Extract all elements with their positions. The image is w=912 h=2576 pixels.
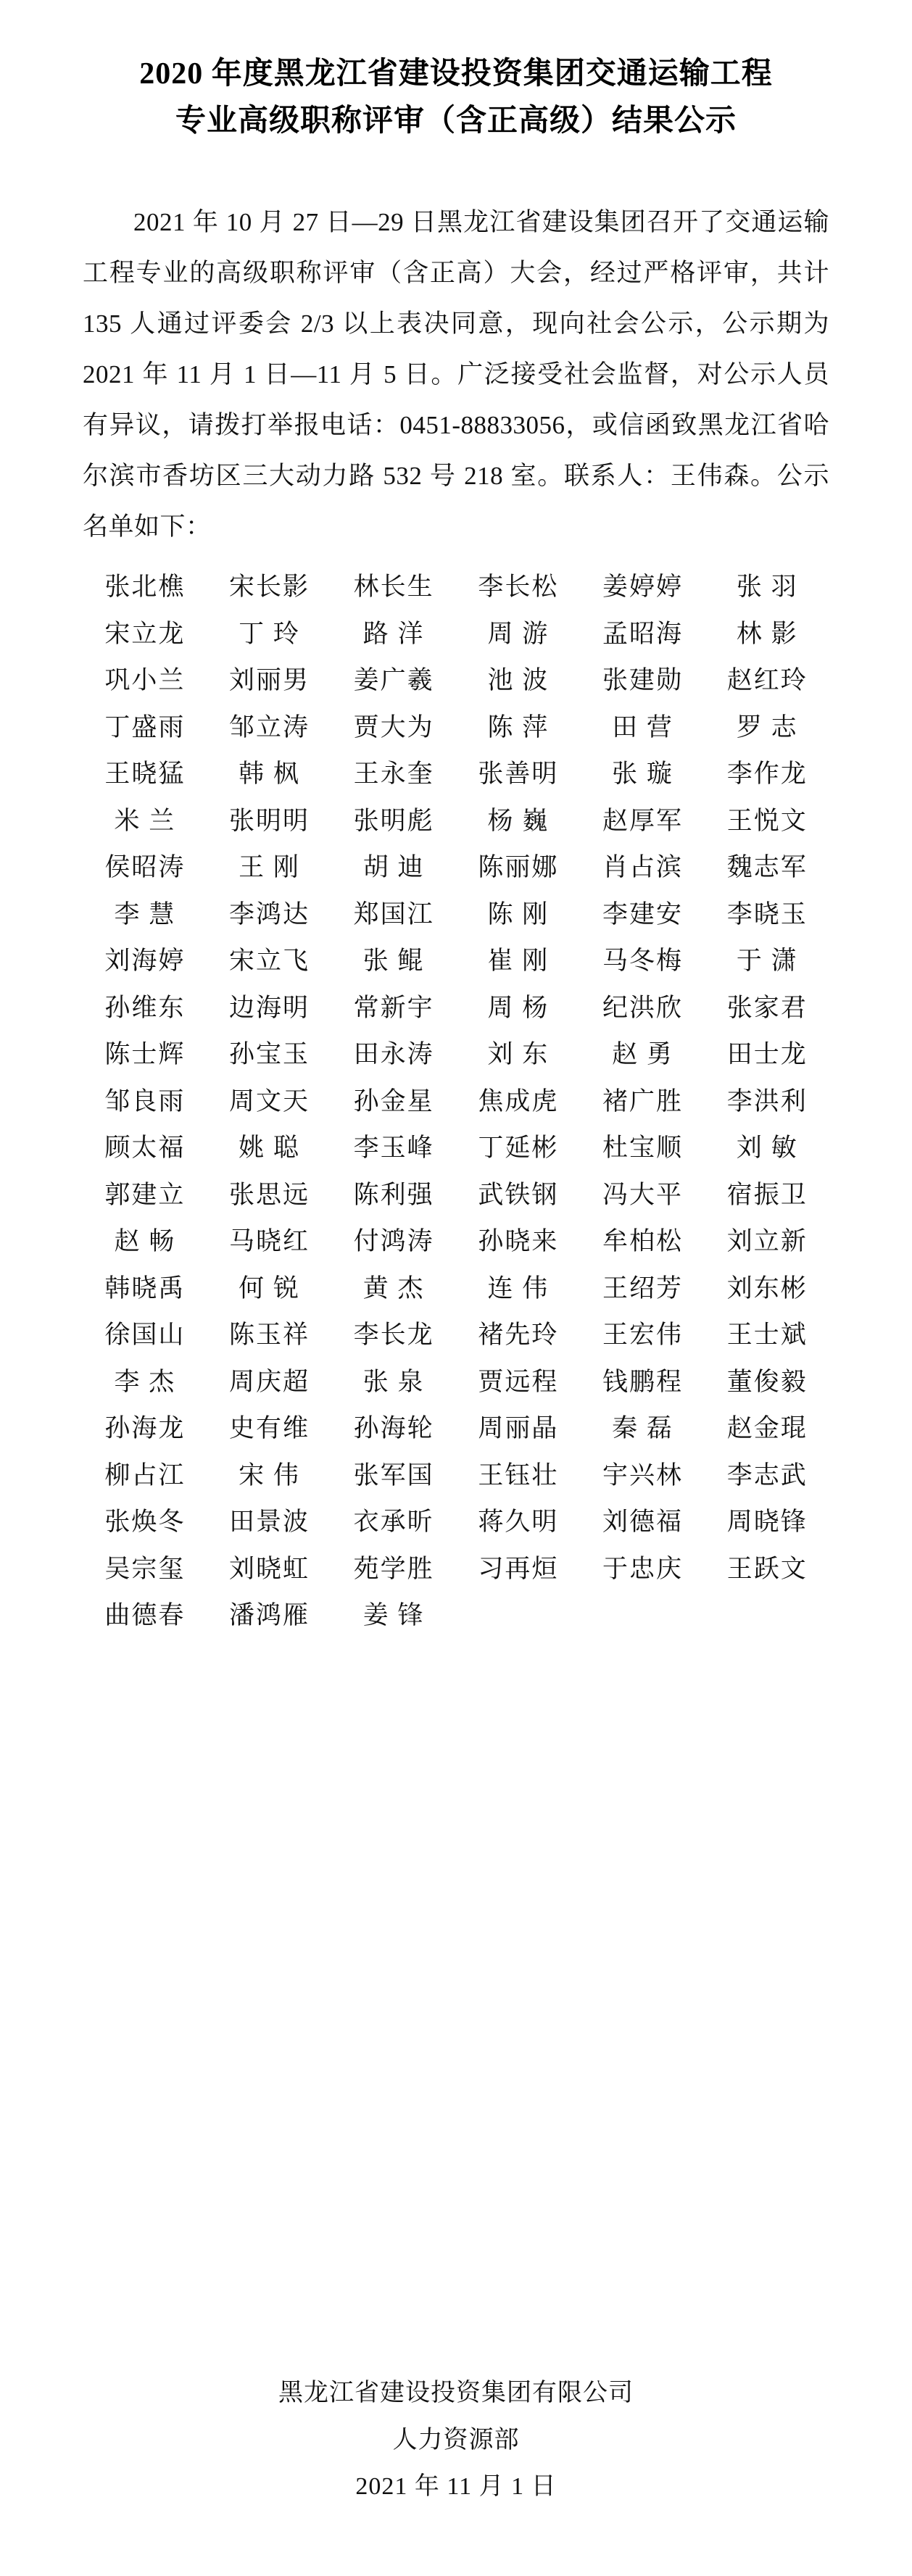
- name-cell: 丁 玲: [239, 619, 300, 648]
- name-cell: 李志武: [726, 1461, 808, 1489]
- name-row: [83, 1223, 829, 1261]
- name-cell: 宇兴林: [602, 1461, 684, 1489]
- name-cell: 罗 志: [736, 712, 798, 741]
- name-row: [83, 1129, 829, 1168]
- name-cell: 习再烜: [478, 1554, 559, 1583]
- name-cell: 王钰壮: [478, 1461, 559, 1489]
- name-row: [83, 709, 829, 747]
- name-row: [83, 1410, 829, 1448]
- name-cell: 柳占江: [104, 1461, 186, 1489]
- name-cell: 张建勋: [602, 666, 684, 695]
- name-cell: 张明彪: [353, 806, 434, 835]
- name-cell: 田景波: [229, 1508, 310, 1537]
- name-cell: 丁延彬: [478, 1134, 559, 1163]
- paragraph-text: 2021 年 10 月 27 日—29 日黑龙江省建设集团召开了交通运输工程专业的高级职称评审（含正高）大会，经过严格评审，共计 135 人通过评委会 2/3 以上表决同意，现向社会公示，公示期为 2021 年 11 月 1 日—11 月 5 日。广泛接受社会监督，对公示人员有异议，请拨打举报电话：0451-88833056，或信函致黑龙江省哈尔滨市香坊区三大动力路 532 号 218 室。联系人：王伟森。公示名单如下：: [83, 208, 829, 541]
- name-cell: 张军国: [353, 1461, 434, 1489]
- name-cell: 路 洋: [362, 619, 425, 648]
- name-cell: 王绍芳: [602, 1274, 684, 1302]
- name-row: [83, 1597, 829, 1635]
- name-cell: 胡 迪: [362, 853, 425, 882]
- name-cell: 肖占滨: [602, 853, 684, 882]
- name-cell: 董俊毅: [726, 1367, 808, 1396]
- signature-block: [0, 2370, 912, 2511]
- name-cell: 纪洪欣: [602, 993, 684, 1022]
- name-cell: 李晓玉: [726, 899, 808, 928]
- name-cell: 牟柏松: [602, 1227, 684, 1256]
- name-row: [83, 1083, 829, 1121]
- name-row: [83, 1363, 829, 1402]
- name-cell: 周 游: [487, 619, 550, 648]
- name-cell: 于 潇: [736, 947, 798, 976]
- name-cell: 周文天: [229, 1087, 310, 1115]
- name-cell: 王永奎: [353, 760, 434, 789]
- name-cell: 姜婷婷: [602, 573, 684, 602]
- name-cell: 张北樵: [104, 573, 186, 602]
- name-cell: 刘海婷: [104, 947, 186, 976]
- title-line-1: 2020 年度黑龙江省建设投资集团交通运输工程: [139, 57, 773, 91]
- title-line-2: 专业高级职称评审（含正高级）结果公示: [175, 104, 737, 138]
- name-cell: 史有维: [229, 1414, 310, 1443]
- signature-department: 人力资源部: [392, 2426, 520, 2454]
- name-cell: 孟昭海: [602, 619, 684, 648]
- name-cell: 孙海轮: [353, 1414, 434, 1443]
- name-cell: 边海明: [229, 993, 310, 1022]
- name-cell: 孙金星: [353, 1087, 434, 1115]
- name-cell: 杨 巍: [487, 806, 550, 835]
- name-cell: 赵厚军: [602, 806, 684, 835]
- name-cell: 褚广胜: [602, 1087, 684, 1115]
- name-cell: 赵 勇: [612, 1040, 673, 1069]
- signature-date: 2021 年 11 月 1 日: [355, 2473, 557, 2501]
- name-cell: 王悦文: [726, 806, 808, 835]
- name-cell: 陈利强: [353, 1180, 434, 1209]
- name-cell: 宋 伟: [239, 1461, 300, 1489]
- name-cell: 付鸿涛: [353, 1227, 434, 1256]
- name-row: [83, 1316, 829, 1355]
- name-cell: 陈丽娜: [478, 853, 559, 882]
- name-cell: 张家君: [726, 993, 808, 1022]
- name-cell: 米 兰: [114, 806, 176, 835]
- name-cell: 徐国山: [104, 1321, 186, 1350]
- announcement-paragraph: [83, 197, 829, 552]
- name-cell: 孙晓来: [478, 1227, 559, 1256]
- name-row: [83, 942, 829, 981]
- name-cell: 宋立飞: [229, 947, 310, 976]
- name-cell: 田士龙: [726, 1040, 808, 1069]
- name-row: [83, 1503, 829, 1542]
- name-cell: 何 锐: [239, 1274, 300, 1302]
- name-row: [83, 896, 829, 934]
- name-cell: 王跃文: [726, 1554, 808, 1583]
- name-cell: 苑学胜: [353, 1554, 434, 1583]
- name-cell: 韩 枫: [239, 760, 300, 789]
- name-cell: 王 刚: [239, 853, 300, 882]
- name-cell: 李长松: [478, 573, 559, 602]
- name-row: [83, 989, 829, 1028]
- name-row: [83, 615, 829, 654]
- name-cell: 张焕冬: [104, 1508, 186, 1537]
- name-cell: 刘立新: [726, 1227, 808, 1256]
- name-cell: 李 杰: [114, 1367, 176, 1396]
- name-cell: 蒋久明: [478, 1508, 559, 1537]
- name-cell: 周晓锋: [726, 1508, 808, 1537]
- name-cell: 吴宗玺: [104, 1554, 186, 1583]
- name-cell: 侯昭涛: [104, 853, 186, 882]
- name-cell: 秦 磊: [612, 1414, 673, 1443]
- name-cell: 陈玉祥: [229, 1321, 310, 1350]
- name-cell: 张 鲲: [362, 947, 425, 976]
- name-cell: 张明明: [229, 806, 310, 835]
- name-cell: 宋长影: [229, 573, 310, 602]
- name-cell: 巩小兰: [104, 666, 186, 695]
- name-cell: 周丽晶: [478, 1414, 559, 1443]
- name-cell: 贾远程: [478, 1367, 559, 1396]
- name-cell: 魏志军: [726, 853, 808, 882]
- name-cell: 张思远: [229, 1180, 310, 1209]
- name-cell: 姜广羲: [353, 666, 434, 695]
- name-cell: 李玉峰: [353, 1134, 434, 1163]
- name-cell: 周庆超: [229, 1367, 310, 1396]
- name-row: [83, 849, 829, 887]
- name-cell: 曲德春: [104, 1601, 186, 1630]
- name-cell: 陈士辉: [104, 1040, 186, 1069]
- name-row: [83, 662, 829, 700]
- name-cell: 郑国江: [353, 899, 434, 928]
- name-cell: 张 泉: [362, 1367, 425, 1396]
- name-cell: 黄 杰: [362, 1274, 425, 1302]
- name-cell: 顾太福: [104, 1134, 186, 1163]
- name-cell: 孙宝玉: [229, 1040, 310, 1069]
- name-row: [83, 1457, 829, 1495]
- name-cell: 贾大为: [353, 712, 434, 741]
- name-cell: 邹良雨: [104, 1087, 186, 1115]
- name-cell: 陈 萍: [487, 712, 550, 741]
- name-cell: 王士斌: [726, 1321, 808, 1350]
- name-row: [83, 1270, 829, 1308]
- name-cell: 于忠庆: [602, 1554, 684, 1583]
- name-cell: 姜 锋: [362, 1601, 425, 1630]
- name-cell: 林 影: [736, 619, 798, 648]
- name-cell: 王晓猛: [104, 760, 186, 789]
- name-cell: 赵红玲: [726, 666, 808, 695]
- name-cell: 李作龙: [726, 760, 808, 789]
- name-cell: 陈 刚: [487, 899, 550, 928]
- name-cell: 杜宝顺: [602, 1134, 684, 1163]
- name-cell: 崔 刚: [487, 947, 550, 976]
- name-cell: 褚先玲: [478, 1321, 559, 1350]
- signature-organization: 黑龙江省建设投资集团有限公司: [278, 2380, 634, 2407]
- name-cell: 丁盛雨: [104, 712, 186, 741]
- name-cell: 马晓红: [229, 1227, 310, 1256]
- name-cell: 田 营: [612, 712, 673, 741]
- name-cell: 韩晓禹: [104, 1274, 186, 1302]
- name-cell: 李洪利: [726, 1087, 808, 1115]
- page-title: [108, 51, 804, 145]
- name-cell: 钱鹏程: [602, 1367, 684, 1396]
- name-cell: 姚 聪: [239, 1134, 300, 1163]
- document-content: [83, 0, 829, 1644]
- name-row: [83, 1176, 829, 1215]
- name-cell: 常新宇: [353, 993, 434, 1022]
- name-cell: 张 璇: [612, 760, 673, 789]
- name-cell: 焦成虎: [478, 1087, 559, 1115]
- name-cell: 林长生: [353, 573, 434, 602]
- name-cell: 邹立涛: [229, 712, 310, 741]
- name-cell: 连 伟: [487, 1274, 550, 1302]
- name-cell: 李鸿达: [229, 899, 310, 928]
- name-cell: 田永涛: [353, 1040, 434, 1069]
- name-row: [83, 802, 829, 841]
- name-cell: 刘丽男: [229, 666, 310, 695]
- name-cell: 刘 敏: [736, 1134, 798, 1163]
- name-cell: 王宏伟: [602, 1321, 684, 1350]
- name-cell: 张善明: [478, 760, 559, 789]
- name-row: [83, 755, 829, 794]
- name-cell: 冯大平: [602, 1180, 684, 1209]
- name-cell: 宋立龙: [104, 619, 186, 648]
- name-cell: 池 波: [487, 666, 550, 695]
- name-row: [83, 1550, 829, 1589]
- name-cell: 潘鸿雁: [229, 1601, 310, 1630]
- name-row: [83, 568, 829, 607]
- name-cell: 周 杨: [487, 993, 550, 1022]
- name-cell: 李 慧: [114, 899, 176, 928]
- name-cell: 孙海龙: [104, 1414, 186, 1443]
- name-cell: 马冬梅: [602, 947, 684, 976]
- name-list: [83, 568, 829, 1635]
- bottom-spacer: [0, 1644, 912, 2262]
- name-cell: 宿振卫: [726, 1180, 808, 1209]
- name-cell: 刘德福: [602, 1508, 684, 1537]
- name-cell: 刘 东: [487, 1040, 550, 1069]
- name-cell: 赵金琨: [726, 1414, 808, 1443]
- name-cell: 孙维东: [104, 993, 186, 1022]
- name-cell: 李建安: [602, 899, 684, 928]
- name-cell: 刘东彬: [726, 1274, 808, 1302]
- name-cell: 武铁钢: [478, 1180, 559, 1209]
- name-cell: 李长龙: [353, 1321, 434, 1350]
- name-cell: 赵 畅: [114, 1227, 176, 1256]
- name-cell: 张 羽: [736, 573, 798, 602]
- name-row: [83, 1036, 829, 1074]
- name-cell: 衣承昕: [353, 1508, 434, 1537]
- name-cell: 刘晓虹: [229, 1554, 310, 1583]
- name-cell: 郭建立: [104, 1180, 186, 1209]
